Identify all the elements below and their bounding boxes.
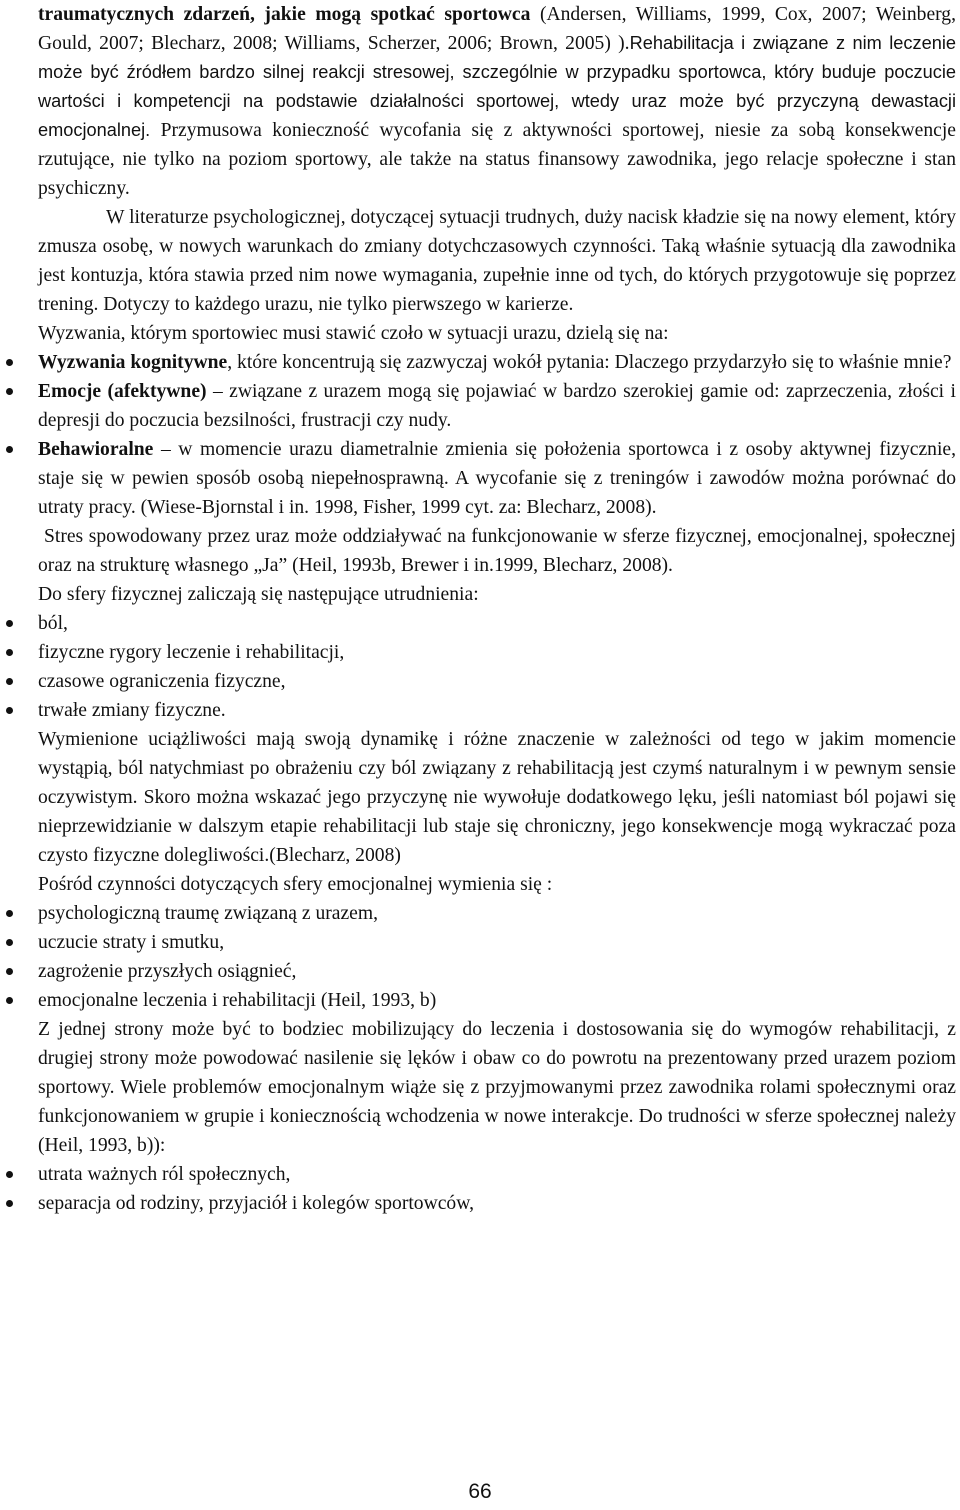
social-list: [38, 1160, 956, 1218]
list-item: emocjonalne leczenia i rehabilitacji (Heil, 1993, b): [38, 986, 956, 1015]
list-item-text: – w momencie urazu diametralnie zmienia się położenia sportowca i z osoby aktywnej fizycznie, staje się w pewien sposób osobą niepełnosprawną. A wycofanie się z treningów i zawodów można porównać do utraty pracy. (Wiese-Bjornstal i in. 1998, Fisher, 1999 cyt. za: Blecharz, 2008).: [38, 439, 956, 518]
challenges-list: [38, 348, 956, 522]
list-item: trwałe zmiany fizyczne.: [38, 696, 956, 725]
paragraph-emotional-intro: Pośród czynności dotyczących sfery emocjonalnej wymienia się :: [38, 874, 553, 895]
paragraph-intro: [38, 0, 956, 203]
list-item-term: Emocje (afektywne): [38, 381, 207, 402]
list-item: fizyczne rygory leczenie i rehabilitacji,: [38, 638, 956, 667]
list-item: psychologiczną traumę związaną z urazem,: [38, 899, 956, 928]
list-item: uczucie straty i smutku,: [38, 928, 956, 957]
list-item: separacja od rodziny, przyjaciół i kolegów sportowców,: [38, 1189, 956, 1218]
list-item: ból,: [38, 609, 956, 638]
paragraph-physical-intro: Do sfery fizycznej zaliczają się następujące utrudnienia:: [38, 584, 479, 605]
list-item: zagrożenie przyszłych osiągnieć,: [38, 957, 956, 986]
paragraph-stress: Stres spowodowany przez uraz może oddziaływać na funkcjonowanie w sferze fizycznej, emocjonalnej, społecznej oraz na strukturę własnego „Ja” (Heil, 1993b, Brewer i in.1999, Blecharz, 2008).: [38, 526, 956, 576]
paragraph-dynamics: Wymienione uciążliwości mają swoją dynamikę i różne znaczenie w zależności od tego w jakim momencie wystąpią, ból natychmiast po obrażeniu czy ból związany z rehabilitacją jest czymś naturalnym i w pewnym sensie oczywistym. Skoro można wskazać jego przyczynę nie wywołuje dodatkowego lęku, jeśli natomiast ból pojawi się nieprzewidzianie w dalszym etapie rehabilitacji lub staje się chroniczny, jego konsekwencje mogą wykraczać poza czysto fizyczne dolegliwości.(Blecharz, 2008): [38, 729, 956, 866]
list-item-behavioral: [38, 435, 956, 522]
paragraph-literature: W literaturze psychologicznej, dotyczącej sytuacji trudnych, duży nacisk kładzie się na nowy element, który zmusza osobę, w nowych warunkach do zmiany dotychczasowych czynności. Taką właśnie sytuacją dla zawodnika jest kontuzja, która stawia przed nim nowe wymagania, zupełnie inne od tych, do których przygotowuje się poprzez trening. Dotyczy to każdego urazu, nie tylko pierwszego w karierze.: [38, 207, 956, 315]
list-item-term: Behawioralne: [38, 439, 154, 460]
list-item-cognitive: [38, 348, 956, 377]
physical-list: [38, 609, 956, 725]
list-item-term: Wyzwania kognitywne: [38, 352, 228, 373]
list-item-text: , które koncentrują się zazwyczaj wokół pytania: Dlaczego przydarzyło się to właśnie mnie?: [227, 352, 952, 373]
list-item: czasowe ograniczenia fizyczne,: [38, 667, 956, 696]
paragraph-social: Z jednej strony może być to bodziec mobilizujący do leczenia i dostosowania się do wymogów rehabilitacji, z drugiej strony może powodować nasilenie się lęków i obaw co do powrotu na prezentowany przed urazem poziom sportowy. Wiele problemów emocjonalnym wiąże się z przyjmowanymi przez zawodnika rolami społecznymi oraz funkcjonowaniem w grupie i koniecznością wchodzenia w nowe interakcje. Do trudności w sferze społecznej należy (Heil, 1993, b)):: [38, 1019, 956, 1156]
intro-citation: (Andersen, Williams, 1999, Cox, 2007; Weinberg, Gould, 2007; Blecharz, 2008; Williams, Scherzer, 2006; Brown, 2005) ).: [38, 4, 957, 54]
emotional-list: [38, 899, 956, 1015]
list-item: utrata ważnych ról społecznych,: [38, 1160, 956, 1189]
paragraph-challenges-intro: Wyzwania, którym sportowiec musi stawić czoło w sytuacji urazu, dzielą się na:: [38, 323, 669, 344]
intro-rehabilitation-text: Rehabilitacja i związane z nim leczenie może być źródłem bardzo silnej reakcji stresowej, szczególnie w przypadku sportowca, który buduje poczucie wartości i kompetencji na podstawie działalności sportowej, wtedy uraz może być przyczyną dewastacji emocjonalnej.: [38, 33, 956, 140]
list-item-text: – związane z urazem mogą się pojawiać w bardzo szerokiej gamie od: zaprzeczenia, złości i depresji do poczucia bezsilności, frustracji czy nudy.: [38, 381, 956, 431]
document-page: [38, 0, 956, 1218]
page-number: 66: [468, 1480, 492, 1503]
intro-bold-lead: traumatycznych zdarzeń, jakie mogą spotkać sportowca: [38, 4, 531, 25]
intro-withdrawal-text: Przymusowa konieczność wycofania się z aktywności sportowej, niesie za sobą konsekwencje rzutujące, nie tylko na poziom sportowy, ale także na status finansowy zawodnika, jego relacje społeczne i stan psychiczny.: [38, 120, 956, 199]
list-item-emotional: [38, 377, 956, 435]
